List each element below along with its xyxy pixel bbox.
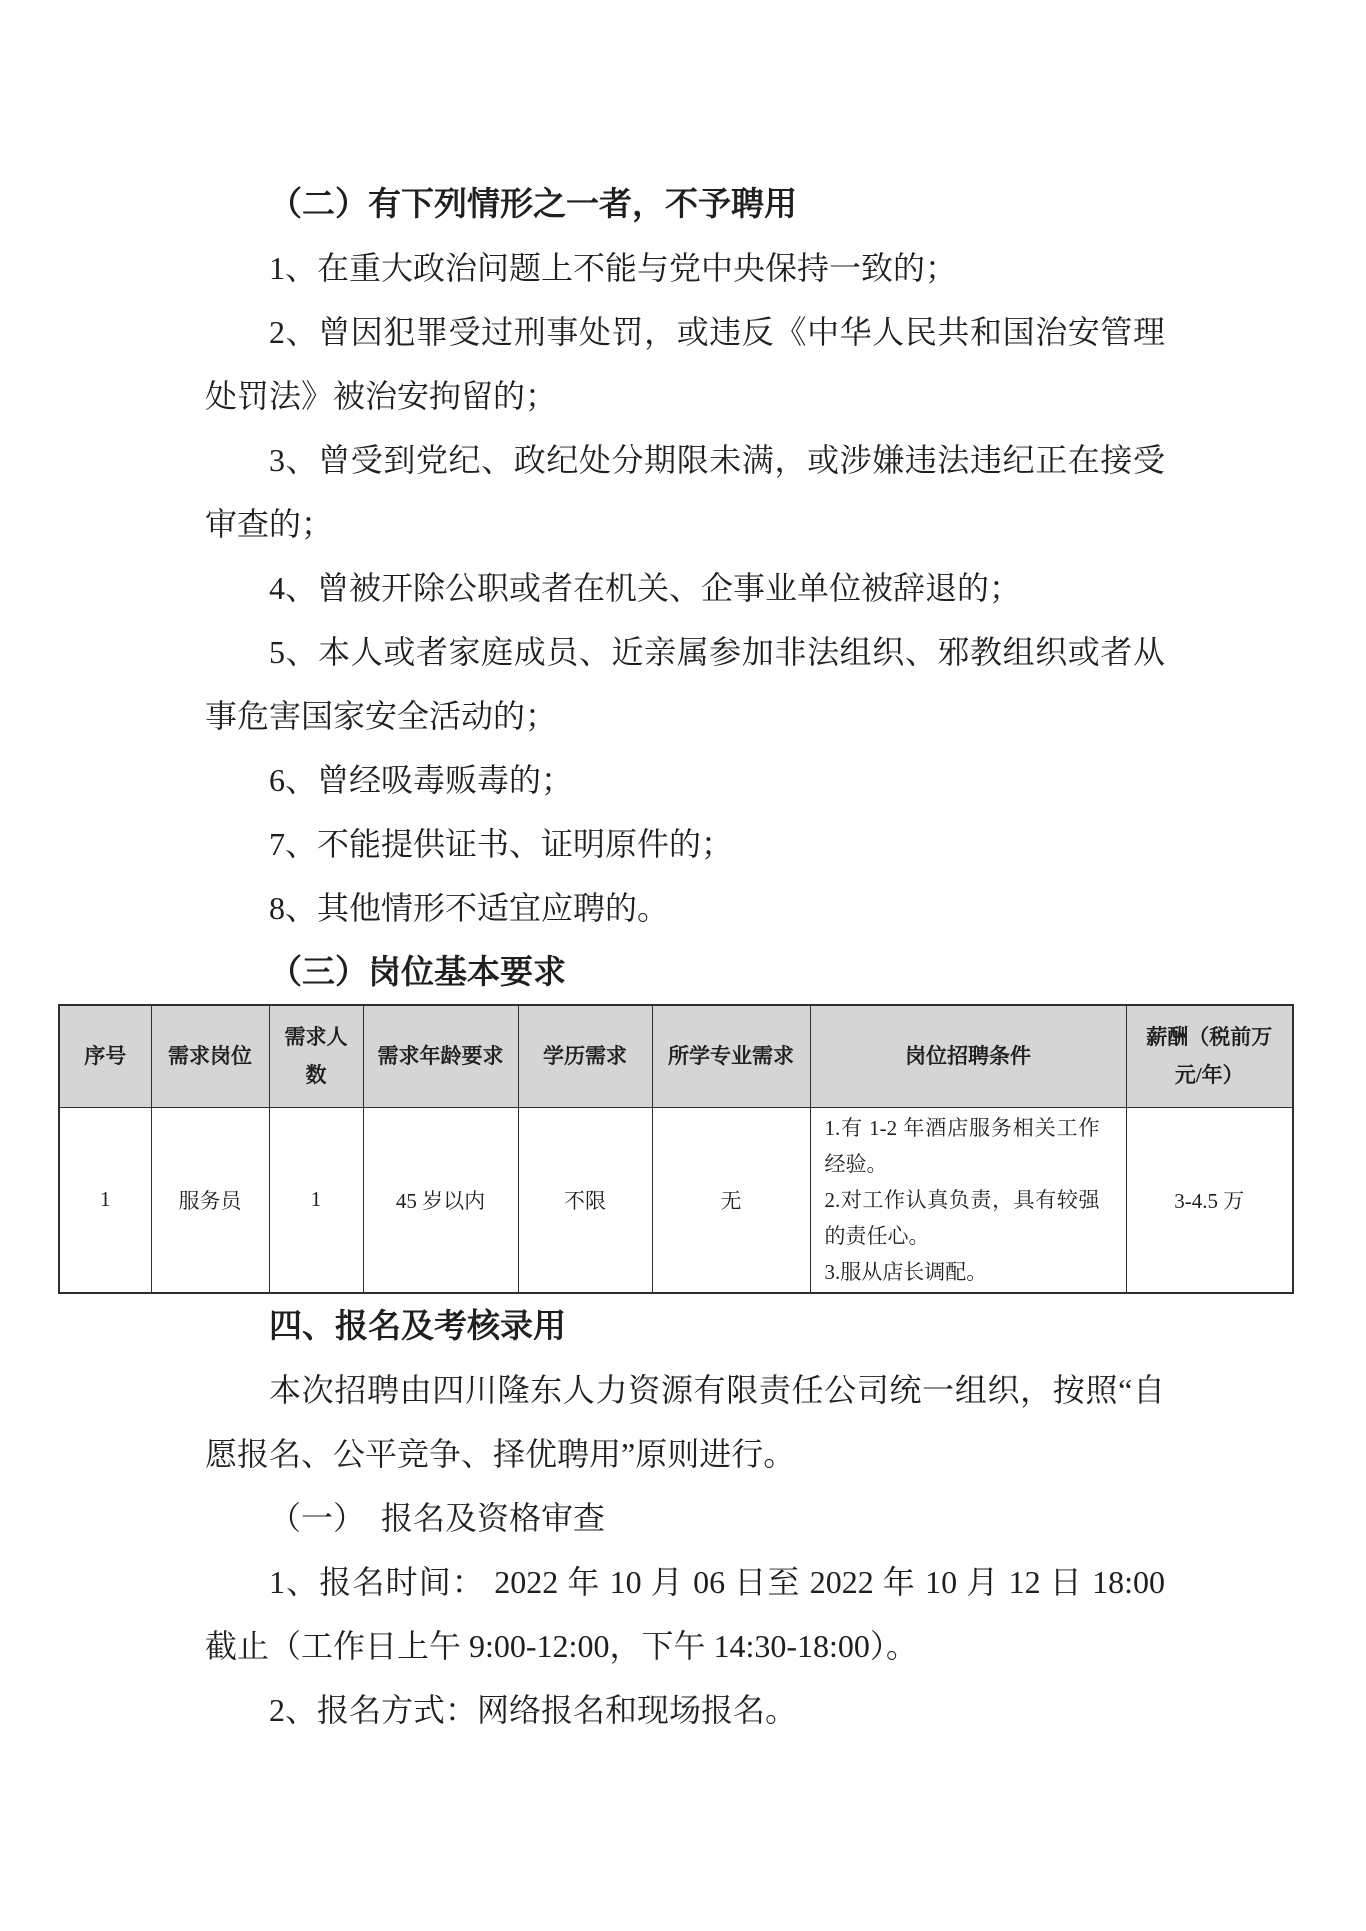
col-header-headcount: 需求人数 [269, 1005, 363, 1107]
cell-seq: 1 [59, 1107, 151, 1293]
no-hire-item-3: 3、曾受到党纪、政纪处分期限未满，或涉嫌违法违纪正在接受审查的； [205, 442, 1165, 542]
table-header-row [59, 1005, 1293, 1107]
condition-line-2: 2.对工作认真负责，具有较强的责任心。 [824, 1187, 1100, 1248]
col-header-major: 所学专业需求 [652, 1005, 810, 1107]
application-item-2: 2、报名方式：网络报名和现场报名。 [269, 1691, 798, 1728]
application-intro: 本次招聘由四川隆东人力资源有限责任公司统一组织，按照“自愿报名、公平竞争、择优聘用”原则进行。 [205, 1371, 1165, 1472]
section-4-heading: 四、报名及考核录用 [269, 1306, 566, 1344]
table-row [59, 1107, 1293, 1293]
condition-line-1: 1.有 1-2 年酒店服务相关工作经验。 [824, 1115, 1100, 1176]
job-requirements-table [58, 1004, 1294, 1294]
no-hire-item-6: 6、曾经吸毒贩毒的； [269, 762, 574, 798]
cell-salary: 3-4.5 万 [1126, 1107, 1293, 1293]
cell-age: 45 岁以内 [363, 1107, 518, 1293]
no-hire-item-5: 5、本人或者家庭成员、近亲属参加非法组织、邪教组织或者从事危害国家安全活动的； [205, 634, 1165, 734]
subsection-1-heading: （一） 报名及资格审查 [269, 1499, 606, 1536]
condition-line-3: 3.服从店长调配。 [824, 1259, 988, 1284]
no-hire-item-1: 1、在重大政治问题上不能与党中央保持一致的； [269, 250, 958, 286]
col-header-education: 学历需求 [518, 1005, 652, 1107]
col-header-conditions: 岗位招聘条件 [810, 1005, 1126, 1107]
section-2-heading: （二）有下列情形之一者，不予聘用 [269, 185, 797, 222]
no-hire-item-4: 4、曾被开除公职或者在机关、企事业单位被辞退的； [269, 570, 1022, 606]
cell-education: 不限 [518, 1107, 652, 1293]
application-item-1: 1、报名时间： 2022 年 10 月 06 日至 2022 年 10 月 12 日 18:00 截止（工作日上午 9:00-12:00，下午 14:30-18:00）。 [205, 1563, 1165, 1664]
col-header-position: 需求岗位 [151, 1005, 269, 1107]
col-header-salary: 薪酬（税前万元/年） [1126, 1005, 1293, 1107]
cell-position: 服务员 [151, 1107, 269, 1293]
section-3-heading: （三）岗位基本要求 [269, 953, 566, 990]
no-hire-item-8: 8、其他情形不适宜应聘的。 [269, 890, 670, 926]
cell-major: 无 [652, 1107, 810, 1293]
cell-headcount: 1 [269, 1107, 363, 1293]
no-hire-item-2: 2、曾因犯罪受过刑事处罚，或违反《中华人民共和国治安管理处罚法》被治安拘留的； [205, 314, 1165, 414]
cell-conditions [810, 1107, 1126, 1293]
col-header-seq: 序号 [59, 1005, 151, 1107]
col-header-age: 需求年龄要求 [363, 1005, 518, 1107]
no-hire-item-7: 7、不能提供证书、证明原件的； [269, 826, 734, 862]
